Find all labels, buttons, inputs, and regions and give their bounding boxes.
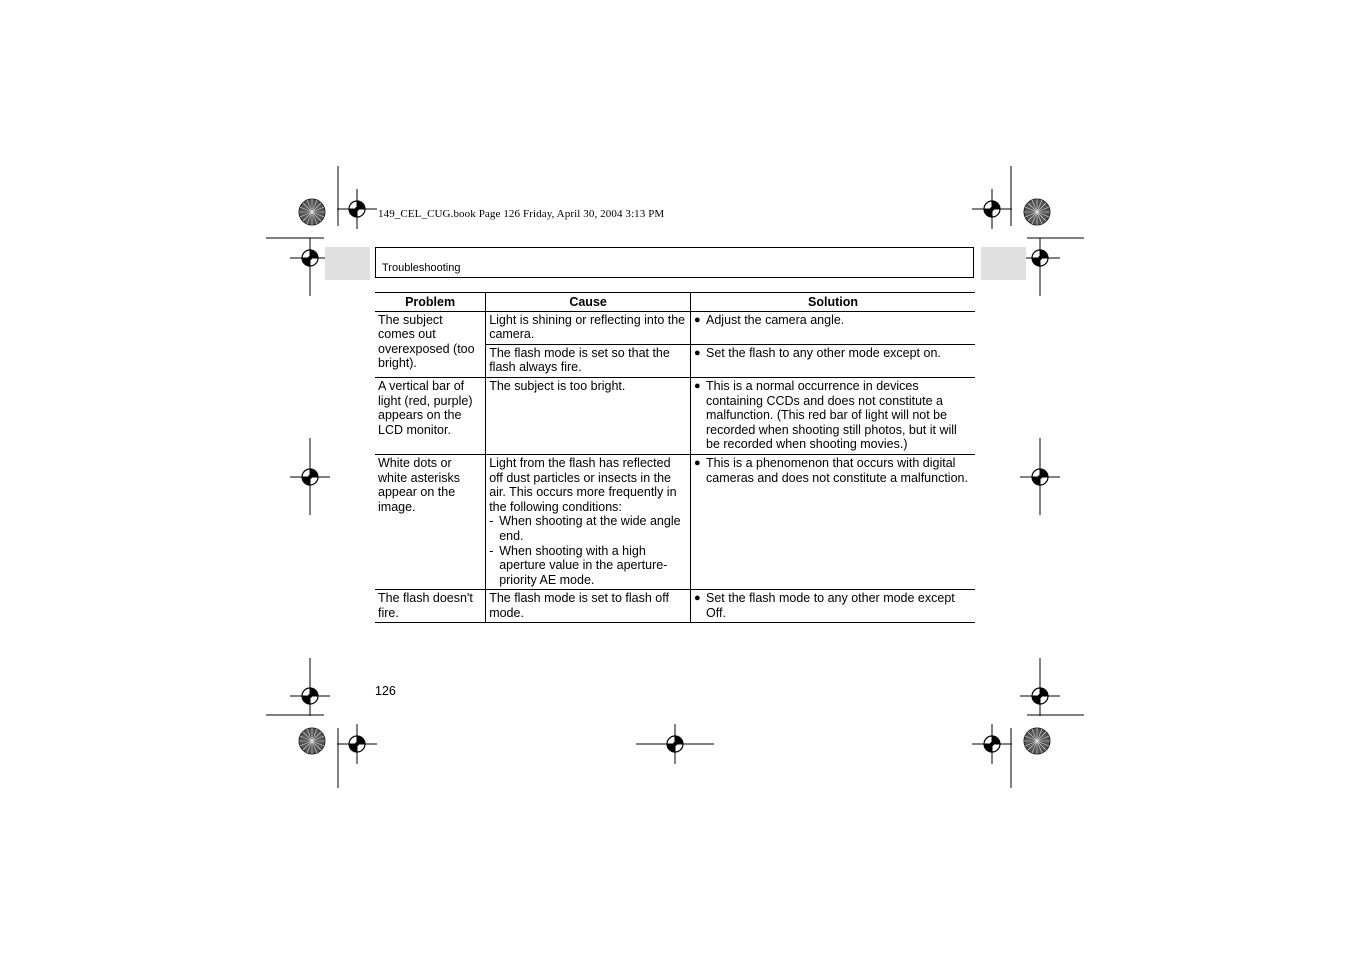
cause-list-item: - When shooting with a high aperture value in the aperture-priority AE mode. xyxy=(489,543,668,587)
header-cause: Cause xyxy=(486,293,691,312)
troubleshooting-table xyxy=(375,292,975,623)
table-row xyxy=(375,311,975,344)
page-number: 126 xyxy=(375,684,396,698)
bullet-icon: ● xyxy=(694,592,701,605)
solution-cell: ● Set the flash mode to any other mode except Off. xyxy=(691,590,976,623)
page-tab-left xyxy=(325,247,370,280)
solution-cell: ● Set the flash to any other mode except on. xyxy=(691,344,976,377)
bullet-icon: ● xyxy=(694,379,701,392)
solution-cell: ● Adjust the camera angle. xyxy=(691,311,976,344)
cause-cell: The flash mode is set to flash off mode. xyxy=(486,590,691,623)
cause-cell: The subject is too bright. xyxy=(486,377,691,454)
troubleshooting-table-container xyxy=(375,292,975,623)
header-problem: Problem xyxy=(375,293,486,312)
bullet-icon: ● xyxy=(694,313,701,326)
problem-cell: White dots or white asterisks appear on the image. xyxy=(375,454,486,589)
table-row xyxy=(375,377,975,454)
bullet-icon: ● xyxy=(694,346,701,359)
cause-cell: The flash mode is set so that the flash always fire. xyxy=(486,344,691,377)
problem-cell: The subject comes out overexposed (too bright). xyxy=(375,311,486,377)
section-title: Troubleshooting xyxy=(382,262,461,274)
bullet-icon: ● xyxy=(694,456,701,469)
book-slug-line: 149_CEL_CUG.book Page 126 Friday, April 30, 2004 3:13 PM xyxy=(378,208,665,220)
cause-list-item: - When shooting at the wide angle end. xyxy=(489,514,681,543)
cause-cell: Light is shining or reflecting into the camera. xyxy=(486,311,691,344)
table-row xyxy=(375,590,975,623)
table-header-row xyxy=(375,293,975,312)
cause-cell: Light from the flash has reflected off dust particles or insects in the air. This occurs more frequently in the following conditions: - When shooting at the wide angle end. - When shooting with a high aperture value in the aperture-priority AE mode. xyxy=(486,454,691,589)
header-solution: Solution xyxy=(691,293,976,312)
page-tab-right xyxy=(981,247,1026,280)
solution-cell: ● This is a phenomenon that occurs with digital cameras and does not constitute a malfunction. xyxy=(691,454,976,589)
solution-cell: ● This is a normal occurrence in devices containing CCDs and does not constitute a malfunction. (This red bar of light will not be recorded when shooting still photos, but it will be recorded when shooting movies.) xyxy=(691,377,976,454)
problem-cell: A vertical bar of light (red, purple) appears on the LCD monitor. xyxy=(375,377,486,454)
section-header xyxy=(375,247,974,278)
problem-cell: The flash doesn't fire. xyxy=(375,590,486,623)
table-row xyxy=(375,454,975,589)
